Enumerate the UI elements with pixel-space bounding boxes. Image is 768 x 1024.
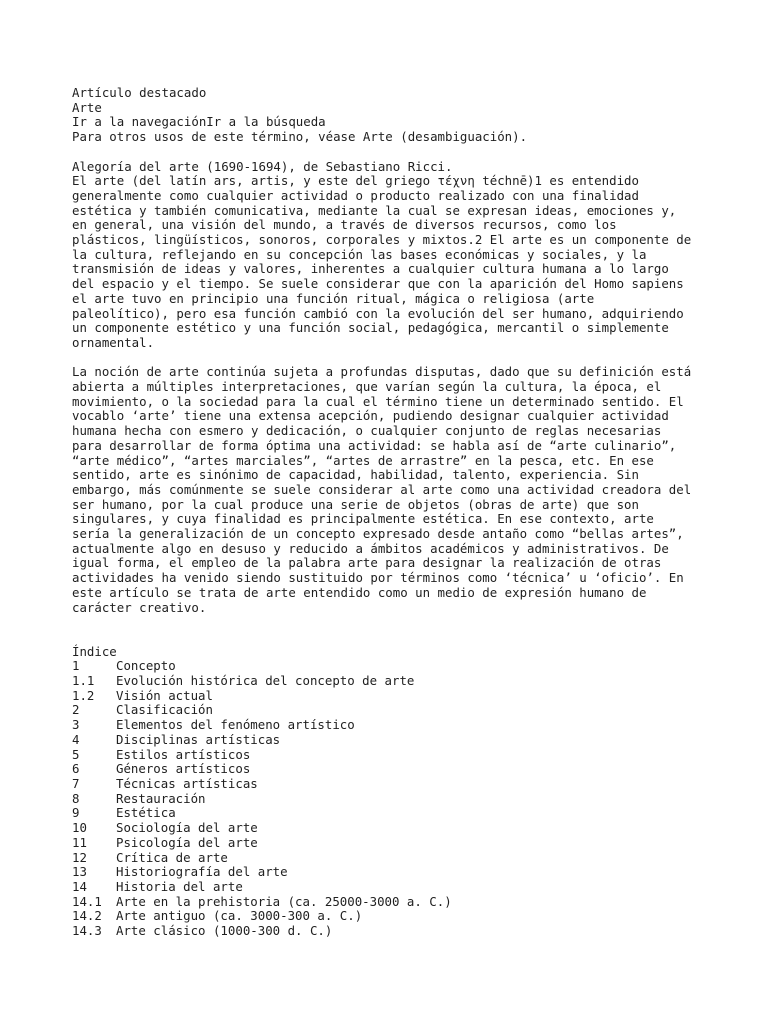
toc-item-number: 4	[72, 731, 80, 747]
toc-item-number: 1	[72, 658, 80, 674]
paragraph-line: igual forma, el empleo de la palabra arte para designar la realización de otras	[72, 555, 662, 571]
toc-item-link[interactable]: Estilos artísticos	[116, 746, 251, 762]
toc-item-number: 2	[72, 702, 80, 718]
toc-item[interactable]	[72, 733, 696, 748]
toc-item[interactable]	[72, 718, 696, 733]
toc-item[interactable]	[72, 792, 696, 807]
paragraph-line: un componente estético y una función social, pedagógica, mercantil o simplemente	[72, 320, 669, 336]
toc-item[interactable]	[72, 689, 696, 704]
toc-item-link[interactable]: Arte antiguo (ca. 3000-300 a. C.)	[116, 908, 363, 924]
paragraph-line: generalmente como cualquier actividad o producto realizado con una finalidad	[72, 187, 639, 203]
toc-item-link[interactable]: Sociología del arte	[116, 820, 258, 836]
toc-item-link[interactable]: Visión actual	[116, 687, 213, 703]
toc-item-number: 1.1	[72, 673, 95, 689]
toc-item[interactable]	[72, 821, 696, 836]
paragraph-line: paleolítico), pero esa función cambió con la evolución del ser humano, adquiriendo	[72, 305, 684, 321]
paragraph-line: singulares, y cuya finalidad es principalmente estética. En ese contexto, arte	[72, 511, 654, 527]
paragraph-line: embargo, más comúnmente se suele considerar al arte como una actividad creadora del	[72, 481, 692, 497]
toc-item-number: 1.2	[72, 687, 95, 703]
toc-item-number: 9	[72, 805, 80, 821]
toc-item-number: 11	[72, 834, 87, 850]
toc-item-number: 14.2	[72, 908, 102, 924]
toc-item-link[interactable]: Evolución histórica del concepto de arte	[116, 673, 415, 689]
toc-item[interactable]	[72, 762, 696, 777]
disambiguation-note: Para otros usos de este término, véase Arte (desambiguación).	[72, 129, 528, 145]
paragraph-line: carácter creativo.	[72, 599, 207, 615]
paragraph-line: La noción de arte continúa sujeta a profundas disputas, dado que su definición está	[72, 364, 692, 380]
toc-item[interactable]	[72, 880, 696, 895]
paragraph-line: El arte (del latín ars, artis, y este del griego τέχνη téchnē)1 es entendido	[72, 173, 639, 189]
paragraph-line: la cultura, reflejando en su concepción las bases económicas y sociales, y la	[72, 246, 647, 262]
paragraph-line: vocablo ‘arte’ tiene una extensa acepción, pudiendo designar cualquier actividad	[72, 408, 669, 424]
toc-item-link[interactable]: Disciplinas artísticas	[116, 731, 281, 747]
toc-item-link[interactable]: Concepto	[116, 658, 176, 674]
paragraph-line: el arte tuvo en principio una función ritual, mágica o religiosa (arte	[72, 290, 595, 306]
featured-article-label: Artículo destacado	[72, 85, 207, 100]
paragraph-line: abierta a múltiples interpretaciones, que varían según la cultura, la época, el	[72, 379, 662, 395]
toc-item-link[interactable]: Arte en la prehistoria (ca. 25000-3000 a. C.)	[116, 893, 452, 909]
toc-item-link[interactable]: Arte clásico (1000-300 d. C.)	[116, 923, 333, 939]
toc-item-number: 3	[72, 717, 80, 733]
toc-item-number: 6	[72, 761, 80, 777]
paragraph-line: en general, una visión del mundo, a través de diversos recursos, como los	[72, 217, 617, 233]
paragraph-line: actividades ha venido siendo sustituido por términos como ‘técnica’ u ‘oficio’. En	[72, 570, 684, 586]
toc-item-number: 8	[72, 790, 80, 806]
toc-item-number: 10	[72, 820, 87, 836]
toc-item[interactable]	[72, 659, 696, 674]
paragraph-line: “arte médico”, “artes marciales”, “artes de arrastre” en la pesca, etc. En ese	[72, 452, 654, 468]
toc-item-number: 12	[72, 849, 87, 865]
toc-item-number: 14.3	[72, 923, 102, 939]
toc-item-number: 13	[72, 864, 87, 880]
toc-item[interactable]	[72, 895, 696, 910]
paragraph-line: para desarrollar de forma óptima una actividad: se habla así de “arte culinario”,	[72, 437, 677, 453]
paragraph-line: este artículo se trata de arte entendido como un medio de expresión humano de	[72, 584, 647, 600]
toc-item-link[interactable]: Géneros artísticos	[116, 761, 251, 777]
toc-item-link[interactable]: Historiografía del arte	[116, 864, 288, 880]
intro-paragraph	[72, 174, 696, 350]
toc-item[interactable]	[72, 748, 696, 763]
toc-item[interactable]	[72, 924, 696, 939]
toc-item[interactable]	[72, 703, 696, 718]
spacer	[72, 351, 696, 366]
toc-item-number: 14	[72, 878, 87, 894]
toc-item[interactable]	[72, 674, 696, 689]
toc-item[interactable]	[72, 909, 696, 924]
spacer	[72, 615, 696, 644]
paragraph-line: sería la generalización de un concepto expresado desde antaño como “bellas artes”,	[72, 526, 684, 542]
paragraph-line: movimiento, o la sociedad para la cual el término tiene un determinado sentido. El	[72, 393, 684, 409]
toc-item-number: 7	[72, 776, 80, 791]
paragraph-line: ser humano, por la cual produce una serie de objetos (obras de arte) que son	[72, 496, 639, 512]
toc-item-link[interactable]: Historia del arte	[116, 878, 243, 894]
toc-item[interactable]	[72, 851, 696, 866]
toc-item-link[interactable]: Elementos del fenómeno artístico	[116, 717, 355, 733]
toc-item-link[interactable]: Crítica de arte	[116, 849, 228, 865]
toc-item[interactable]	[72, 806, 696, 821]
paragraph-line: estética y también comunicativa, mediante la cual se expresan ideas, emociones y,	[72, 202, 677, 218]
toc-item[interactable]	[72, 836, 696, 851]
spacer	[72, 145, 696, 160]
paragraph-line: plásticos, lingüísticos, sonoros, corporales y mixtos.2 El arte es un componente de	[72, 232, 692, 248]
page-title: Arte	[72, 99, 102, 115]
paragraph-line: sentido, arte es sinónimo de capacidad, habilidad, talento, experiencia. Sin	[72, 467, 639, 483]
toc-item-number: 5	[72, 746, 80, 762]
toc-item[interactable]	[72, 865, 696, 880]
image-caption: Alegoría del arte (1690-1694), de Sebastiano Ricci.	[72, 158, 453, 174]
toc-item-link[interactable]: Restauración	[116, 790, 206, 806]
paragraph-line: ornamental.	[72, 334, 155, 350]
toc-item-link[interactable]: Técnicas artísticas	[116, 776, 258, 791]
table-of-contents	[72, 645, 696, 939]
toc-item[interactable]	[72, 777, 696, 792]
paragraph-line: del espacio y el tiempo. Se suele considerar que con la aparición del Homo sapiens	[72, 276, 684, 292]
toc-item-link[interactable]: Psicología del arte	[116, 834, 258, 850]
paragraph-line: transmisión de ideas y valores, inherentes a cualquier cultura humana a lo largo	[72, 261, 669, 277]
paragraph-line: actualmente algo en desuso y reducido a ámbitos académicos y administrativos. De	[72, 540, 669, 556]
toc-item-number: 14.1	[72, 893, 102, 909]
toc-heading: Índice	[72, 643, 117, 659]
toc-item-link[interactable]: Clasificación	[116, 702, 213, 718]
toc-item-link[interactable]: Estética	[116, 805, 176, 821]
paragraph-line: humana hecha con esmero y dedicación, o cualquier conjunto de reglas necesarias	[72, 423, 662, 439]
definition-paragraph	[72, 365, 696, 615]
skip-links[interactable]: Ir a la navegaciónIr a la búsqueda	[72, 114, 326, 130]
